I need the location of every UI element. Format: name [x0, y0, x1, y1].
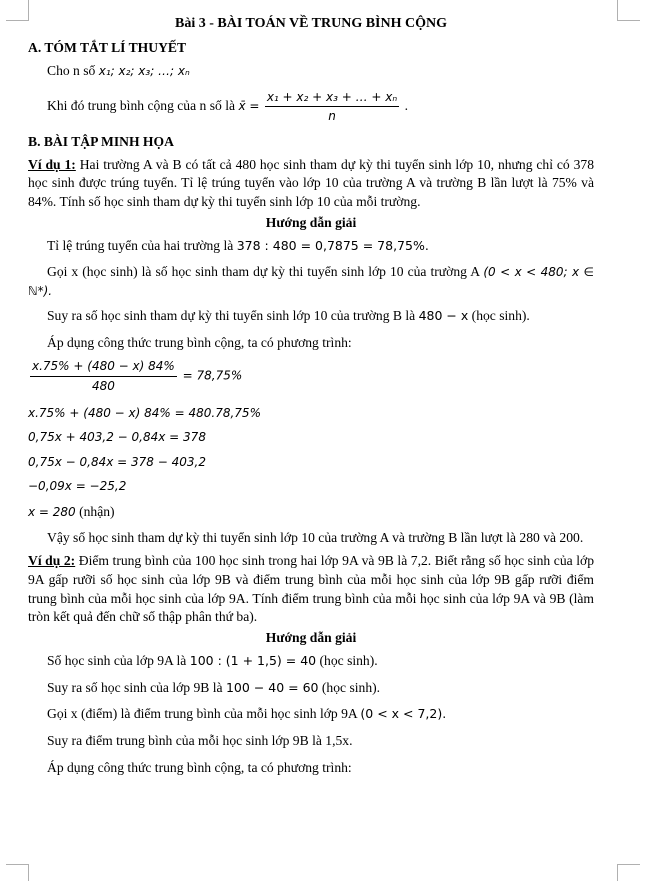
ex2-step-2-text: Suy ra số học sinh của lớp 9B là	[47, 679, 223, 695]
ex2-step-1-math: 100 : (1 + 1,5) = 40	[189, 652, 317, 668]
example-2-guide-heading: Hướng dẫn giải	[265, 630, 357, 646]
example-2-text: Điểm trung bình của 100 học sinh trong hai lớp 9A và 9B là 7,2. Biết rằng số học sinh của lớp 9A gấp rưỡi số học sinh của lớp 9B và điểm trung bình của mỗi học sinh của lớp 9B gấp rưỡi điểm trung bình của mỗi học sinh của lớp 9A. Tính điểm trung bình của mỗi học sinh của lớp 9A và 9B (làm tròn kết quả đến chữ số thập phân thứ ba).	[28, 553, 594, 625]
page-title: Bài 3 - BÀI TOÁN VỀ TRUNG BÌNH CỘNG	[174, 16, 447, 31]
given-prefix: Cho n số	[47, 63, 96, 79]
ex1-conclusion: Vậy số học sinh tham dự kỳ thi tuyển sinh lớp 10 của trường A và trường B lần lượt là 280 và 200.	[47, 530, 584, 546]
example-1-guide-heading: Hướng dẫn giải	[265, 214, 357, 230]
ex1-step-1-text: Tỉ lệ trúng tuyển của hai trường là	[47, 237, 234, 253]
ex1-step-2-text: Gọi x (học sinh) là số học sinh tham dự kỳ thi tuyển sinh lớp 10 của trường A	[47, 264, 480, 280]
ex2-step-1-text: Số học sinh của lớp 9A là	[47, 652, 187, 668]
given-vars: x₁; x₂; x₃; …; xₙ	[98, 64, 190, 79]
ex1-equation-2: x.75% + (480 − x) 84% = 480.78,75%	[28, 405, 261, 420]
example-1-text: Hai trường A và B có tất cả 480 học sinh tham dự kỳ thi tuyển sinh lớp 10, nhưng chỉ có 378 học sinh được trúng tuyển. Tỉ lệ trúng tuyển vào lớp 10 của trường A và trường B lần lượt là 75% và 84%. Tính số học sinh tham dự kỳ thi tuyển sinh lớp 10 của mỗi trường.	[28, 156, 594, 210]
section-b-heading: B. BÀI TẬP MINH HỌA	[28, 133, 174, 149]
ex1-eq1-denominator: 480	[91, 378, 115, 393]
mean-numerator: x₁ + x₂ + x₃ + … + xₙ	[265, 89, 399, 108]
ex1-eq1-numerator: x.75% + (480 − x) 84%	[30, 358, 177, 377]
ex1-step-2	[28, 263, 594, 301]
mean-lhs: x̄ =	[238, 98, 260, 113]
ex1-eq1-rhs: = 78,75%	[182, 368, 243, 383]
ex1-step-1	[28, 237, 594, 256]
ex2-step-4: Suy ra điểm trung bình của mỗi học sinh lớp 9B là 1,5x.	[47, 733, 353, 749]
ex2-step-3-text: Gọi x (điểm) là điểm trung bình của mỗi học sinh lớp 9A	[47, 706, 357, 722]
ex1-eq6-note: (nhận)	[79, 503, 115, 519]
ex1-step-2-condition: (0 < x < 480; x ∈ ℕ*).	[28, 265, 594, 299]
ex1-equation-6	[28, 503, 594, 522]
ex2-step-2-math: 100 − 40 = 60	[225, 679, 319, 695]
crop-mark-top-left	[6, 0, 29, 21]
section-a-heading: A. TÓM TẮT LÍ THUYẾT	[28, 40, 187, 56]
mean-prefix: Khi đó trung bình cộng của n số là	[47, 97, 236, 113]
mean-formula-line	[28, 89, 594, 125]
ex2-step-3	[28, 705, 594, 724]
crop-mark-top-right	[617, 0, 640, 21]
ex1-step-4: Áp dụng công thức trung bình cộng, ta có phương trình:	[47, 334, 352, 350]
crop-mark-bottom-left	[6, 864, 29, 881]
ex1-equation-4: 0,75x − 0,84x = 378 − 403,2	[28, 454, 206, 469]
example-2-statement	[28, 552, 594, 627]
ex1-eq6-math: x = 280	[28, 504, 76, 519]
document-page	[28, 14, 594, 778]
ex1-step-3-math: 480 − x	[418, 307, 469, 323]
ex1-step-1-math: 378 : 480 = 0,7875 = 78,75%.	[236, 237, 429, 253]
ex1-step-3-text: Suy ra số học sinh tham dự kỳ thi tuyển sinh lớp 10 của trường B là	[47, 307, 416, 323]
ex2-step-5: Áp dụng công thức trung bình cộng, ta có phương trình:	[47, 759, 352, 775]
ex2-step-2-end: (học sinh).	[321, 679, 381, 695]
ex2-step-1	[28, 652, 594, 671]
ex1-eq1-fraction	[30, 358, 177, 394]
mean-fraction	[265, 89, 399, 125]
example-1-label: Ví dụ 1:	[28, 156, 76, 172]
ex1-equation-5: −0,09x = −25,2	[28, 479, 127, 494]
ex2-step-2	[28, 679, 594, 698]
example-1-statement	[28, 156, 594, 212]
ex1-step-3-end: (học sinh).	[471, 307, 530, 323]
ex2-step-3-math: (0 < x < 7,2).	[360, 706, 447, 722]
example-2-label: Ví dụ 2:	[28, 553, 76, 569]
ex1-equation-1	[28, 358, 594, 394]
ex2-step-1-end: (học sinh).	[319, 652, 378, 668]
mean-end: .	[404, 97, 408, 113]
ex1-step-3	[28, 307, 594, 326]
ex1-equation-3: 0,75x + 403,2 − 0,84x = 378	[28, 430, 206, 445]
given-line	[28, 62, 594, 81]
mean-denominator: n	[328, 109, 336, 124]
crop-mark-bottom-right	[617, 864, 640, 881]
